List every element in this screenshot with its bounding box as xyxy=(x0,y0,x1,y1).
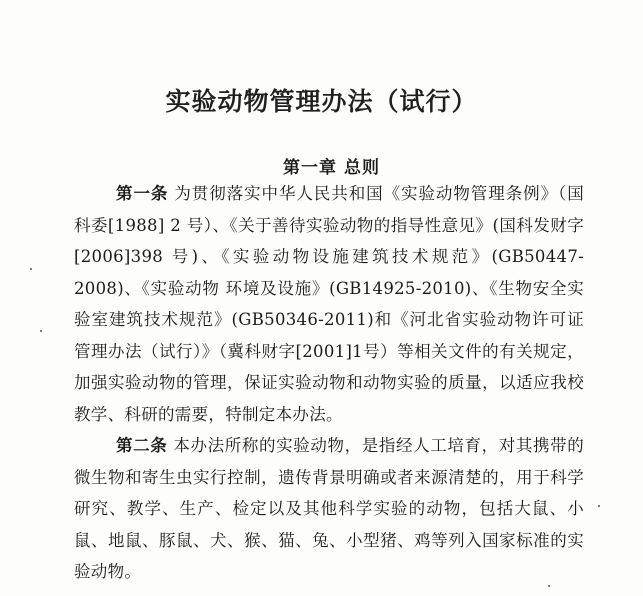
scan-speck xyxy=(40,330,42,332)
article-2-paragraph xyxy=(74,430,584,588)
article-2-text: 本办法所称的实验动物，是指经人工培育，对其携带的微生物和寄生虫实行控制，遗传背景明确或者来源清楚的，用于科学研究、教学、生产、检定以及其他科学实验的动物，包括大鼠、小鼠、地鼠、豚鼠、犬、猴、猫、兔、小型猪、鸡等列入国家标准的实验动物。 xyxy=(74,436,584,581)
scan-speck xyxy=(30,268,32,270)
article-1-text: 为贯彻落实中华人民共和国《实验动物管理条例》（国科委[1988] 2 号）、《关于善待实验动物的指导性意见》(国科发财字[2006]398 号)、《实验动物设施建筑技术规范》(GB50447-2008)、《实验动物 环境及设施》(GB14925-2010)、《生物安全实验室建筑技术规范》(GB50346-2011)和《河北省实验动物许可证管理办法（试行）》（冀科财字[2001]1号）等相关文件的有关规定，加强实验动物的管理，保证实验动物和动物实验的质量，以适应我校教学、科研的需要，特制定本办法。 xyxy=(74,184,584,424)
article-2-label: 第二条 xyxy=(116,436,168,455)
document-title: 实验动物管理办法（试行） xyxy=(165,87,478,116)
article-1-paragraph xyxy=(74,178,584,430)
chapter-heading: 第一章 总则 xyxy=(283,158,380,178)
article-1 xyxy=(74,178,584,430)
article-1-label: 第一条 xyxy=(116,184,169,203)
scan-speck xyxy=(548,585,550,587)
scan-speck xyxy=(598,505,600,507)
article-2 xyxy=(74,430,584,588)
